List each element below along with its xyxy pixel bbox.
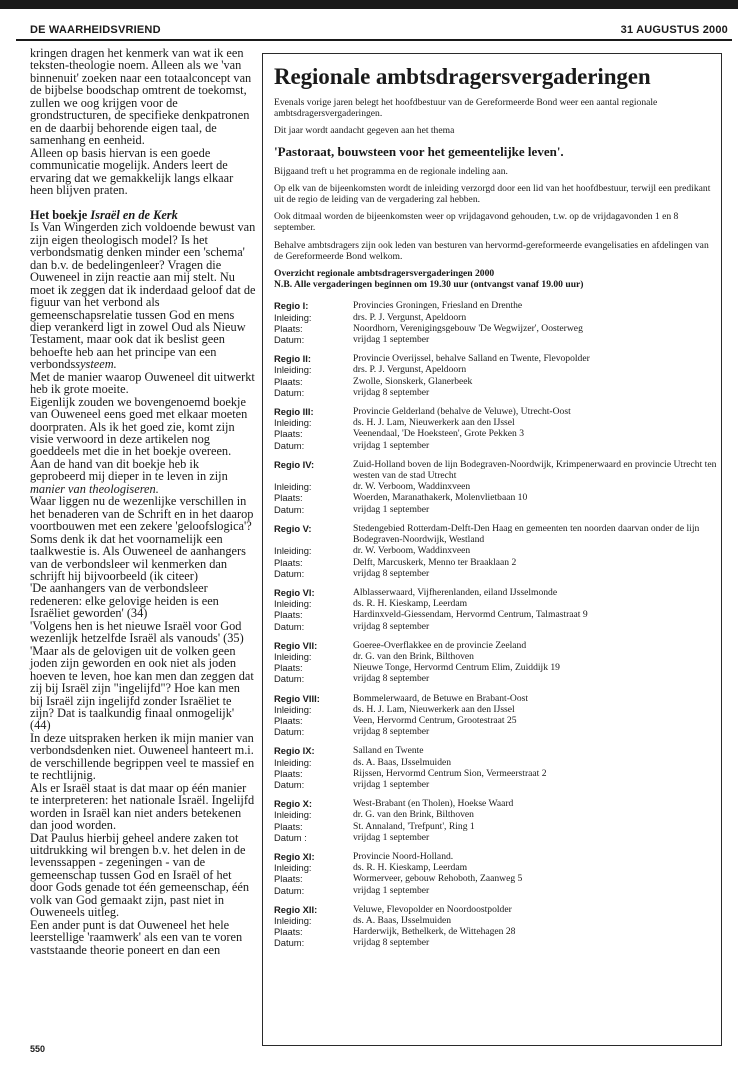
- region-block: [274, 300, 720, 345]
- region-area: Zuid-Holland boven de lijn Bodegraven-Noordwijk, Krimpenerwaard en provincie Utrecht ten westen van de stad Utrecht: [353, 458, 717, 482]
- region-plaats: Hardinxveld-Giessendam, Hervormd Centrum, Talmastraat 9: [353, 609, 588, 621]
- left-column: [30, 47, 256, 956]
- issue-date: 31 AUGUSTUS 2000: [620, 24, 728, 36]
- field-label: Plaats:: [274, 926, 303, 938]
- region-area: Provincie Gelderland (behalve de Veluwe), Utrecht-Oost: [353, 406, 571, 418]
- field-label: Inleiding:: [274, 545, 312, 557]
- region-datum: vrijdag 1 september: [353, 778, 430, 790]
- overview-title: Overzicht regionale ambtsdragersvergaderingen 2000: [274, 268, 495, 280]
- region-label: Regio VI:: [274, 586, 315, 598]
- region-inleiding: dr. G. van den Brink, Bilthoven: [353, 650, 474, 662]
- field-label: Datum:: [274, 778, 305, 790]
- field-label: Datum:: [274, 386, 305, 398]
- overview-heading: [274, 268, 720, 290]
- field-label: Inleiding:: [274, 862, 312, 874]
- field-label: Inleiding:: [274, 417, 312, 429]
- field-label: Inleiding:: [274, 756, 312, 768]
- region-plaats: Harderwijk, Bethelkerk, de Wittehagen 28: [353, 926, 516, 938]
- field-label: Inleiding:: [274, 311, 312, 323]
- paragraph-5: Eigenlijk zouden we bovengenoemd boekje van Ouweneel eens goed met elkaar moeten doorpraten. Als ik het goed zie, komt zijn visie verwoord in deze artikelen nog goeddeels met die in het boekje overeen.: [30, 394, 248, 459]
- region-area: Provincies Groningen, Friesland en Drenthe: [353, 300, 523, 312]
- paragraph-2: Alleen op basis hiervan is een goede communicatie mogelijk. Anders leert de ervaring dat we gemakkelijk langs elkaar heen blijven praten.: [30, 145, 234, 197]
- region-label: Regio I:: [274, 300, 309, 312]
- region-area: West-Brabant (en Tholen), Hoekse Waard: [353, 798, 514, 810]
- region-inleiding: ds. R. H. Kieskamp, Leerdam: [353, 862, 468, 874]
- region-label: Regio X:: [274, 798, 313, 810]
- region-datum: vrijdag 8 september: [353, 673, 430, 685]
- region-inleiding: ds. H. J. Lam, Nieuwerkerk aan den IJssel: [353, 417, 515, 429]
- region-plaats: Noordhorn, Verenigingsgebouw 'De Wegwijzer', Oosterweg: [353, 322, 583, 334]
- field-label: Datum:: [274, 726, 305, 738]
- region-inleiding: dr. W. Verboom, Waddinxveen: [353, 481, 471, 493]
- region-plaats: Woerden, Maranathakerk, Molenvlietbaan 10: [353, 492, 528, 504]
- field-label: Datum:: [274, 334, 305, 346]
- paragraph-11: In deze uitspraken herken ik mijn manier van verbondsdenken niet. Ouweneel hanteert m.i. de verschillende begrippen veel te massief en te rechtlijnig.: [30, 730, 255, 783]
- field-label: Plaats:: [274, 556, 303, 568]
- field-label: Plaats:: [274, 873, 303, 885]
- field-label: Datum:: [274, 503, 305, 515]
- field-label: Inleiding:: [274, 598, 312, 610]
- field-label: Datum :: [274, 831, 307, 843]
- paragraph-8: 'De aanhangers van de verbondsleer redeneren: elke gelovige heiden is een Israëliet geworden' (34): [30, 581, 219, 621]
- region-plaats: Delft, Marcuskerk, Menno ter Braaklaan 2: [353, 556, 517, 568]
- field-label: Inleiding:: [274, 650, 312, 662]
- region-block: [274, 745, 720, 790]
- region-datum: vrijdag 1 september: [353, 884, 430, 896]
- field-label: Plaats:: [274, 714, 303, 726]
- friday-note: Ook ditmaal worden de bijeenkomsten weer op vrijdagavond gehouden, t.w. op de vrijdagavonden 1 en 8 september.: [274, 211, 679, 234]
- field-label: Datum:: [274, 567, 305, 579]
- region-plaats: St. Annaland, 'Trefpunt', Ring 1: [353, 820, 475, 832]
- field-label: Datum:: [274, 937, 305, 949]
- region-label: Regio XII:: [274, 903, 318, 915]
- field-label: Plaats:: [274, 322, 303, 334]
- region-datum: vrijdag 1 september: [353, 439, 430, 451]
- region-inleiding: ds. R. H. Kieskamp, Leerdam: [353, 598, 468, 610]
- region-datum: vrijdag 8 september: [353, 726, 430, 738]
- section-title-italic: Israël en de Kerk: [90, 207, 178, 222]
- region-block: [274, 851, 720, 896]
- region-area: Provincie Overijssel, behalve Salland en Twente, Flevopolder: [353, 353, 590, 365]
- field-label: Datum:: [274, 673, 305, 685]
- paragraph-3-italic: systeem.: [75, 357, 117, 372]
- intro-paragraph: [30, 47, 256, 196]
- region-datum: vrijdag 8 september: [353, 386, 430, 398]
- paragraph-3-text: Is Van Wingerden zich voldoende bewust van zijn eigen theologisch model? Is het verbondsmatig denken minder een 'schema' dan b.v. de bedelingenleer? Vragen die Ouweneel in zijn reactie aan mij stelt. Nu moet ik zeggen dat ik inderdaad geloof dat de figuur van het verbond als gemeenschapsrelatie tussen God en mens diep verankerd ligt in zowel Oud als Nieuw Testament, maar ook dat ik beslist geen behoefte heb aan het principe van een verbonds: [30, 220, 256, 372]
- region-area: Provincie Noord-Holland.: [353, 850, 454, 862]
- region-block: [274, 406, 720, 451]
- paragraph-3: [30, 221, 256, 370]
- paragraph-10: 'Maar als de gelovigen uit de volken geen joden zijn geworden en ook niet als joden hoeven te leven, hoe kan men dan zeggen dat zij bij Israël zijn "ingelijfd"? Hoe kan men bij Israël zijn ingelijfd zonder Israëliet te zijn? Dat is taalkundig finaal onmogelijk' (44): [30, 643, 254, 733]
- field-label: Plaats:: [274, 820, 303, 832]
- region-block: [274, 798, 720, 843]
- region-area: Veluwe, Flevopolder en Noordoostpolder: [353, 903, 512, 915]
- region-block: [274, 353, 720, 398]
- theme-intro: Dit jaar wordt aandacht gegeven aan het thema: [274, 125, 455, 137]
- region-plaats: Wormerveer, gebouw Rehoboth, Zaanweg 5: [353, 873, 523, 885]
- region-plaats: Zwolle, Sionskerk, Glanerbeek: [353, 375, 473, 387]
- program-note: Bijgaand treft u het programma en de regionale indeling aan.: [274, 165, 508, 177]
- region-block: [274, 693, 720, 738]
- region-datum: vrijdag 8 september: [353, 567, 430, 579]
- announcement-title: Regionale ambtsdragersvergaderingen: [274, 64, 651, 89]
- region-area: Salland en Twente: [353, 745, 424, 757]
- paragraph-4: Met de manier waarop Ouweneel dit uitwerkt heb ik grote moeite.: [30, 369, 255, 397]
- region-label: Regio II:: [274, 353, 311, 365]
- field-label: Plaats:: [274, 609, 303, 621]
- announcement-content: [274, 63, 720, 957]
- region-area: Stedengebied Rotterdam-Delft-Den Haag en gemeenten ten noorden daarvan onder de lijn Bodegraven-Noordwijk, Westland: [353, 522, 700, 546]
- region-block: [274, 640, 720, 685]
- intro-text: kringen dragen het kenmerk van wat ik een teksten-theologie noem. Alleen als we 'van binnenuit' zoeken naar een totaalconcept van de bijbelse boodschap omtrent de toekomst, zullen we oog krijgen voor de grondstructuren, de specifieke denkpatronen en de daarbij behorende eigen taal, de samenhang en eenheid.: [30, 46, 252, 148]
- region-label: Regio XI:: [274, 850, 315, 862]
- region-area: Bommelerwaard, de Betuwe en Brabant-Oost: [353, 692, 529, 704]
- top-black-bar: [0, 0, 738, 9]
- theme-title: 'Pastoraat, bouwsteen voor het gemeentelijke leven'.: [274, 143, 564, 159]
- field-label: Inleiding:: [274, 809, 312, 821]
- field-label: Inleiding:: [274, 481, 312, 493]
- region-block: [274, 523, 720, 579]
- region-datum: vrijdag 1 september: [353, 831, 430, 843]
- region-label: Regio VII:: [274, 639, 318, 651]
- field-label: Plaats:: [274, 492, 303, 504]
- region-inleiding: ds. H. J. Lam, Nieuwerkerk aan den IJssel: [353, 703, 515, 715]
- field-label: Plaats:: [274, 428, 303, 440]
- paragraph-13: Dat Paulus hierbij geheel andere zaken tot uitdrukking wil brengen b.v. het delen in de levenssappen - zegeningen - van de gemeenschap tussen God en Israël of het door Gods genade tot één gemeenschap, één volk van God gemaakt zijn, past niet in Ouweneels uitleg.: [30, 830, 250, 920]
- region-block: [274, 904, 720, 949]
- region-inleiding: dr. G. van den Brink, Bilthoven: [353, 809, 474, 821]
- region-plaats: Veen, Hervormd Centrum, Grootestraat 25: [353, 714, 517, 726]
- field-label: Datum:: [274, 620, 305, 632]
- paragraph-6-text: Aan de hand van dit boekje heb ik geprobeerd mij dieper in te leven in zijn: [30, 456, 228, 484]
- box-intro: Evenals vorige jaren belegt het hoofdbestuur van de Gereformeerde Bond weer een aantal regionale ambtsdragersvergaderingen.: [274, 97, 658, 120]
- region-plaats: Nieuwe Tonge, Hervormd Centrum Elim, Zuiddijk 19: [353, 662, 560, 674]
- opening-note: Op elk van de bijeenkomsten wordt de inleiding verzorgd door een lid van het hoofdbestuur, terwijl een predikant uit de regio de leiding van de vergadering zal hebben.: [274, 182, 711, 206]
- region-inleiding: drs. P. J. Vergunst, Apeldoorn: [353, 311, 467, 323]
- region-area: Goeree-Overflakkee en de provincie Zeeland: [353, 639, 527, 651]
- field-label: Plaats:: [274, 767, 303, 779]
- region-plaats: Veenendaal, 'De Hoeksteen', Grote Pekken 3: [353, 428, 525, 440]
- paragraph-6-italic: manier van theologiseren.: [30, 481, 159, 496]
- region-area: Alblasserwaard, Vijfherenlanden, eiland IJsselmonde: [353, 586, 558, 598]
- region-datum: vrijdag 8 september: [353, 620, 430, 632]
- paragraph-12: Als er Israël staat is dat maar op één manier te interpreteren: het nationale Israël. Ingelijfd worden in Israël kan niet anders betekenen dan jood worden.: [30, 780, 255, 833]
- region-label: Regio III:: [274, 406, 314, 418]
- region-block: [274, 459, 720, 515]
- paragraph-6: [30, 458, 256, 495]
- field-label: Datum:: [274, 884, 305, 896]
- section-label: Het boekje: [30, 207, 88, 222]
- region-inleiding: dr. W. Verboom, Waddinxveen: [353, 545, 471, 557]
- region-label: Regio V:: [274, 522, 312, 534]
- region-inleiding: ds. A. Baas, IJsselmuiden: [353, 914, 452, 926]
- field-label: Plaats:: [274, 375, 303, 387]
- region-label: Regio IX:: [274, 745, 315, 757]
- page-number: 550: [30, 1044, 46, 1054]
- region-datum: vrijdag 1 september: [353, 503, 430, 515]
- region-inleiding: ds. A. Baas, IJsselmuiden: [353, 756, 452, 768]
- field-label: Inleiding:: [274, 703, 312, 715]
- paragraph-14: Een ander punt is dat Ouweneel het hele leerstellige 'raamwerk' als een van te voren vaststaande theorie poneert en dan een: [30, 917, 243, 957]
- region-inleiding: drs. P. J. Vergunst, Apeldoorn: [353, 364, 467, 376]
- region-label: Regio VIII:: [274, 692, 320, 704]
- region-datum: vrijdag 1 september: [353, 334, 430, 346]
- overview-note: N.B. Alle vergaderingen beginnen om 19.30 uur (ontvangst vanaf 19.00 uur): [274, 279, 584, 291]
- publication-name: DE WAARHEIDSVRIEND: [30, 24, 161, 36]
- header-rule: [16, 39, 732, 41]
- region-block: [274, 587, 720, 632]
- field-label: Datum:: [274, 439, 305, 451]
- region-list: [274, 300, 720, 948]
- paragraph-7: Waar liggen nu de wezenlijke verschillen in het benaderen van de Schrift en in het daarop voortbouwen met een zekere 'geloofslogica'? Soms denk ik dat het voornamelijk een taalkwestie is. Als Ouweneel de aanhangers van de verbondsleer wil kenmerken dan schrijft hij bijvoorbeeld (ik citeer): [30, 494, 254, 584]
- region-label: Regio IV:: [274, 458, 315, 470]
- region-plaats: Rijssen, Hervormd Centrum Sion, Vermeerstraat 2: [353, 767, 547, 779]
- field-label: Inleiding:: [274, 364, 312, 376]
- region-datum: vrijdag 8 september: [353, 937, 430, 949]
- welcome-note: Behalve ambtsdragers zijn ook leden van besturen van hervormd-gereformeerde evangelisaties en afdelingen van de Gereformeerde Bond welkom.: [274, 239, 709, 262]
- field-label: Plaats:: [274, 662, 303, 674]
- paragraph-9: 'Volgens hen is het nieuwe Israël voor God wezenlijk hetzelfde Israël als vanouds' (35): [30, 618, 244, 646]
- field-label: Inleiding:: [274, 914, 312, 926]
